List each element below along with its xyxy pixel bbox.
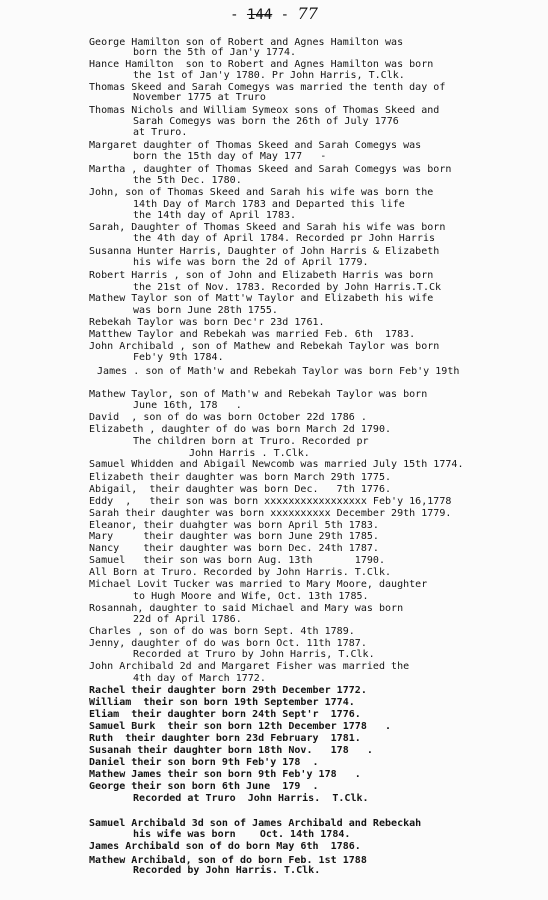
record-line: Jenny, daughter of do was born Oct. 11th 1787. <box>89 638 367 649</box>
record-line: Feb'y 9th 1784. <box>133 352 224 363</box>
record-line: Mathew James their son born 9th Feb'y 178 . <box>89 769 361 780</box>
record-line: Sarah, Daughter of Thomas Skeed and Sarah his wife was born <box>89 222 446 233</box>
record-line: James Archibald son of do born May 6th 1786. <box>89 841 361 852</box>
record-line: to Hugh Moore and Wife, Oct. 13th 1785. <box>133 591 369 602</box>
record-line: born the 5th of Jan'y 1774. <box>133 47 297 58</box>
record-line: Charles , son of do was born Sept. 4th 1789. <box>89 626 355 637</box>
record-line: at Truro. <box>133 127 188 138</box>
record-line: the 14th day of April 1783. <box>133 210 297 221</box>
record-line: Margaret daughter of Thomas Skeed and Sarah Comegys was <box>89 140 422 151</box>
record-line: John Archibald 2d and Margaret Fisher was married the <box>89 661 410 672</box>
record-line: Rosannah, daughter to said Michael and Mary was born <box>89 603 404 614</box>
record-line: 14th Day of March 1783 and Departed this life <box>133 199 405 210</box>
record-line: 22d of April 1786. <box>133 614 242 625</box>
record-line: Rachel their daughter born 29th December 1772. <box>89 685 367 696</box>
record-line: Elizabeth their daughter was born March 29th 1775. <box>89 472 392 483</box>
record-line: Samuel Whidden and Abigail Newcomb was married July 15th 1774. <box>89 459 464 470</box>
record-line: Thomas Skeed and Sarah Comegys was married the tenth day of <box>89 82 446 93</box>
record-line: his wife was born the 2d of April 1779. <box>133 257 369 268</box>
record-line: David , son of do was born October 22d 1786 . <box>89 412 367 423</box>
record-line: Thomas Nichols and William Symeox sons of Thomas Skeed and <box>89 105 440 116</box>
page-number-header: - 144 - 77 <box>230 4 318 23</box>
record-line: his wife was born Oct. 14th 1784. <box>133 829 351 840</box>
record-line: Eliam their daughter born 24th Sept'r 1776. <box>89 709 361 720</box>
record-line: All Born at Truro. Recorded by John Harris. T.Clk. <box>89 567 392 578</box>
handwritten-page-number: 77 <box>297 4 318 23</box>
record-line: Recorded by John Harris. T.Clk. <box>133 865 321 876</box>
record-line: the 4th day of April 1784. Recorded pr John Harris <box>133 233 436 244</box>
record-line: Eleanor, their duahgter was born April 5th 1783. <box>89 520 379 531</box>
record-line: Eddy , their son was born xxxxxxxxxxxxxxxxx Feb'y 16,1778 <box>89 496 452 507</box>
record-line: The children born at Truro. Recorded pr <box>133 436 369 447</box>
record-line: George Hamilton son of Robert and Agnes Hamilton was <box>89 37 404 48</box>
record-line: Martha , daughter of Thomas Skeed and Sarah Comegys was born <box>89 164 452 175</box>
record-line: Samuel Archibald 3d son of James Archibald and Rebeckah <box>89 818 422 829</box>
record-line: Ruth their daughter born 23d February 1781. <box>89 733 361 744</box>
record-line: James . son of Math'w and Rebekah Taylor was born Feb'y 19th <box>97 366 460 377</box>
record-line: November 1775 at Truro <box>133 92 266 103</box>
record-line: Nancy their daughter was born Dec. 24th 1787. <box>89 543 379 554</box>
record-line: Samuel Burk their son born 12th December 1778 . <box>89 721 392 732</box>
record-line: Robert Harris , son of John and Elizabeth Harris was born <box>89 270 434 281</box>
record-line: Mary their daughter was born June 29th 1785. <box>89 531 379 542</box>
record-line: the 21st of Nov. 1783. Recorded by John Harris.T.Ck <box>133 282 442 293</box>
record-line: Samuel their son was born Aug. 13th 1790. <box>89 555 385 566</box>
record-line: June 16th, 178 . <box>133 400 242 411</box>
record-line: Michael Lovit Tucker was married to Mary Moore, daughter <box>89 579 428 590</box>
record-line: Sarah their daughter was born xxxxxxxxxx December 29th 1779. <box>89 508 452 519</box>
record-line: was born June 28th 1755. <box>133 305 278 316</box>
record-line: 4th day of March 1772. <box>133 673 266 684</box>
record-line: the 5th Dec. 1780. <box>133 175 242 186</box>
record-line: born the 15th day of May 177 - <box>133 151 327 162</box>
record-line: Mathew Taylor son of Matt'w Taylor and Elizabeth his wife <box>89 293 434 304</box>
record-line: William their son born 19th September 1774. <box>89 697 355 708</box>
record-line: George their son born 6th June 179 . <box>89 781 319 792</box>
record-line: John Archibald , son of Mathew and Rebekah Taylor was born <box>89 341 440 352</box>
record-line: John Harris . T.Clk. <box>189 448 310 459</box>
record-line: Matthew Taylor and Rebekah was married Feb. 6th 1783. <box>89 329 416 340</box>
record-line: Susanah their daughter born 18th Nov. 178 . <box>89 745 373 756</box>
record-line: Elizabeth , daughter of do was born March 2d 1790. <box>89 424 392 435</box>
record-line: the 1st of Jan'y 1780. Pr John Harris, T.Clk. <box>133 70 405 81</box>
record-line: Recorded at Truro John Harris. T.Clk. <box>133 793 369 804</box>
record-line: Daniel their son born 9th Feb'y 178 . <box>89 757 319 768</box>
record-line: Abigail, their daughter was born Dec. 7th 1776. <box>89 484 392 495</box>
struck-page-number: 144 <box>246 7 273 23</box>
record-line: Susanna Hunter Harris, Daughter of John Harris & Elizabeth <box>89 246 440 257</box>
record-line: John, son of Thomas Skeed and Sarah his wife was born the <box>89 187 434 198</box>
record-line: Recorded at Truro by John Harris, T.Clk. <box>133 649 375 660</box>
record-line: Mathew Taylor, son of Math'w and Rebekah Taylor was born <box>89 389 428 400</box>
record-line: Mathew Archibald, son of do born Feb. 1st 1788 <box>89 855 367 866</box>
record-line: Sarah Comegys was born the 26th of July 1776 <box>133 116 399 127</box>
record-line: Hance Hamilton son to Robert and Agnes Hamilton was born <box>89 59 434 70</box>
record-line: Rebekah Taylor was born Dec'r 23d 1761. <box>89 317 325 328</box>
